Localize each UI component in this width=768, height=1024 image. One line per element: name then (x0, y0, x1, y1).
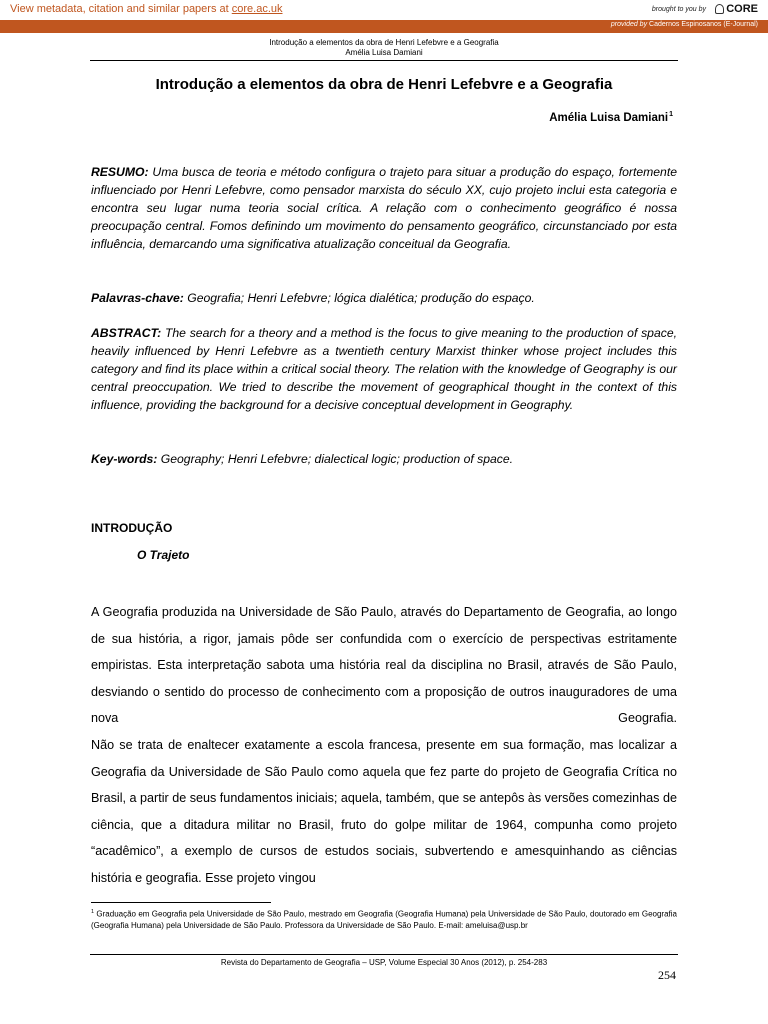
footnote-text: Graduação em Geografia pela Universidade de São Paulo, mestrado em Geografia (Geografia Humana) pela Universidade de São Paulo, doutorado em Geografia (Geografia Humana) pela Universidade de São Paulo. Professora da Universidade de São Paulo. E-mail: ameluisa@usp.br (91, 909, 677, 930)
footer-journal: Revista do Departamento de Geografia – USP, Volume Especial 30 Anos (2012), p. 254-283 (220, 958, 548, 967)
core-link-url[interactable]: core.ac.uk (231, 3, 283, 15)
body-text (91, 599, 677, 892)
abstract-label: ABSTRACT: (91, 326, 162, 340)
body-paragraph-1: A Geografia produzida na Universidade de São Paulo, através do Departamento de Geografia, ao longo de sua história, a rigor, jamais pôde ser confundida com o exercício de perspectivas estritamente empiristas. Esta interpretação sabota uma história real da disciplina no Brasil, através de São Paulo, desviando o sentido do processo de conhecimento com a proposição de outros inauguradores de uma nova Geografia. (91, 605, 677, 726)
provided-by-source[interactable]: Cadernos Espinosanos (E-Journal) (649, 21, 758, 28)
palavras-chave-paragraph (91, 289, 677, 307)
resumo-text: Uma busca de teoria e método configura o trajeto para situar a produção do espaço, fortemente influenciado por Henri Lefebvre, como pensador marxista do século XX, cujo projeto inclui esta categoria e encontra seu lugar numa teoria social crítica. A relação com o conhecimento geográfico é nossa preocupação central. Fomos definindo um movimento do pensamento geográfico, circunstanciado por esta influência, demarcando uma significativa atualização conceitual da Geografia. (91, 165, 677, 251)
provided-by-text (611, 21, 758, 28)
core-banner (0, 0, 768, 21)
running-header-author: Amélia Luisa Damiani (345, 48, 423, 57)
section-heading: INTRODUÇÃO (91, 521, 173, 535)
section-subheading: O Trajeto (137, 548, 190, 562)
header-rule (90, 60, 678, 61)
core-logo-text: CORE (726, 3, 758, 15)
core-link-prefix: View metadata, citation and similar papers at (10, 3, 232, 15)
keywords-label: Key-words: (91, 452, 158, 466)
core-logo-icon (715, 4, 724, 14)
author-name (549, 111, 673, 124)
document-title: Introdução a elementos da obra de Henri Lefebvre e a Geografia (155, 76, 613, 93)
footnote-rule (91, 902, 271, 903)
resumo-paragraph (91, 163, 677, 253)
running-header (0, 38, 768, 58)
author-footnote-mark: 1 (669, 111, 673, 118)
resumo-label: RESUMO: (91, 165, 149, 179)
footer-rule (90, 954, 678, 955)
author-name-text: Amélia Luisa Damiani (549, 111, 669, 124)
palavras-chave-label: Palavras-chave: (91, 291, 184, 305)
provided-by-label: provided by (610, 21, 648, 28)
provided-by-bar (0, 20, 768, 33)
brought-to-you-text: brought to you by (651, 6, 706, 13)
abstract-text: The search for a theory and a method is the focus to give meaning to the production of space, heavily influenced by Henri Lefebvre as a twentieth century Marxist thinker whose project includes this category and find its place within a critical social theory. The relation with the knowledge of Geography is our central preoccupation. We tried to describe the movement of geographical thought in the context of this influence, providing the background for a decisive conceptual development in Geography. (91, 326, 677, 412)
palavras-chave-text: Geografia; Henri Lefebvre; lógica dialética; produção do espaço. (183, 291, 535, 305)
page-number: 254 (658, 968, 676, 982)
keywords-paragraph (91, 450, 677, 468)
keywords-text: Geography; Henri Lefebvre; dialectical logic; production of space. (157, 452, 514, 466)
running-header-title: Introdução a elementos da obra de Henri Lefebvre e a Geografia (269, 38, 499, 47)
body-paragraph-2: Não se trata de enaltecer exatamente a escola francesa, presente em sua formação, mas localizar a Geografia da Universidade de São Paulo como aquela que fez parte do projeto de Geografia Crítica no Brasil, a partir de seus fundamentos iniciais; aquela, também, que se antepôs às versões comezinhas de ciência, que a ditadura militar no Brasil, fruto do golpe militar de 1964, compunha como projeto “acadêmico”, a exemplo de cursos de estudos sociais, subvertendo e amesquinhando as ciências história e geografia. Esse projeto vingou (91, 737, 677, 885)
footnote-mark: 1 (91, 909, 95, 915)
core-metadata-link[interactable] (10, 3, 283, 15)
footnote (91, 907, 677, 931)
core-logo[interactable] (715, 3, 758, 15)
abstract-paragraph (91, 324, 677, 414)
